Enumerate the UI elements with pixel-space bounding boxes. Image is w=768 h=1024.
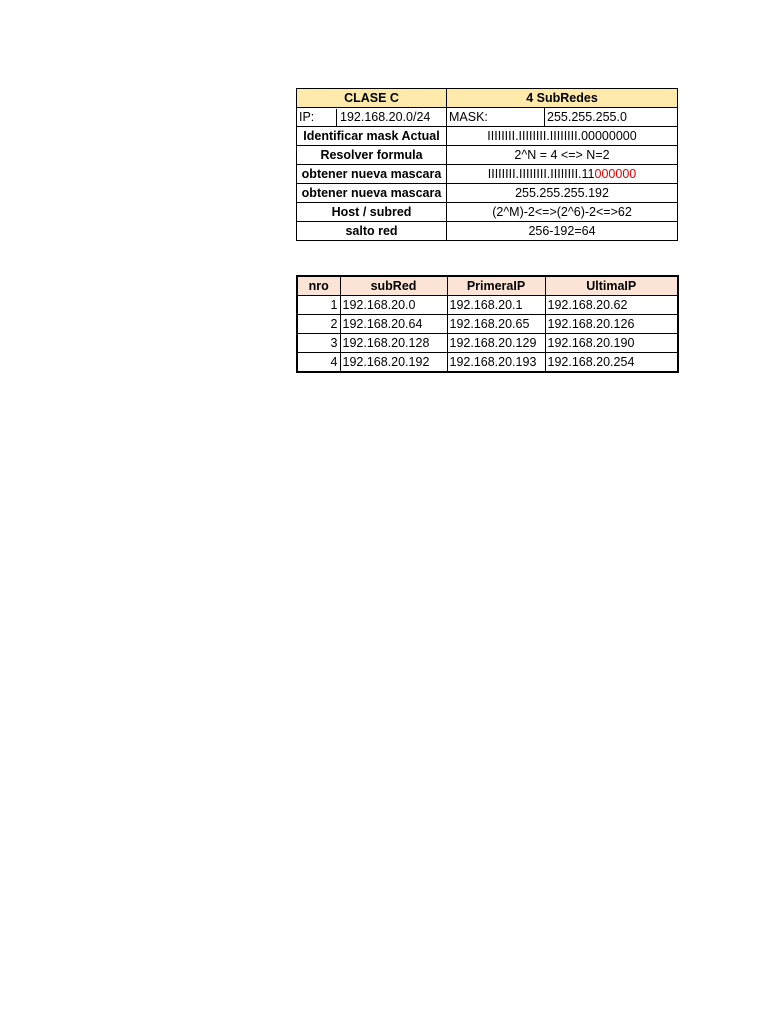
row-ultimaip: 192.168.20.190: [545, 334, 678, 353]
table-row: [297, 296, 678, 315]
row-ultimaip: 192.168.20.254: [545, 353, 678, 373]
ip-value: 192.168.20.0/24: [340, 109, 431, 124]
row-nro: 2: [297, 315, 340, 334]
calc-row-value: 2^N = 4 <=> N=2: [447, 146, 678, 165]
calc-row-label: Identificar mask Actual: [297, 127, 447, 146]
row-subred: 192.168.20.128: [340, 334, 447, 353]
table-row: [297, 334, 678, 353]
table-row: [297, 353, 678, 373]
mask-value: 255.255.255.0: [545, 108, 678, 127]
col-header-ultimaip: UltimaIP: [545, 276, 678, 296]
calc-row-label: Resolver formula: [297, 146, 447, 165]
row-subred: 192.168.20.64: [340, 315, 447, 334]
calc-row-label: Host / subred: [297, 203, 447, 222]
subnet-calculation-table: [296, 88, 678, 241]
row-primeraip: 192.168.20.129: [447, 334, 545, 353]
col-header-primeraip: PrimeraIP: [447, 276, 545, 296]
calc-row: [297, 146, 678, 165]
row-subred: 192.168.20.0: [340, 296, 447, 315]
calc-row: [297, 165, 678, 184]
calc-row: [297, 127, 678, 146]
subnet-ranges-table: [296, 275, 679, 373]
row-nro: 1: [297, 296, 340, 315]
ranges-header-row: [297, 276, 678, 296]
calc-header-row: [297, 89, 678, 108]
mask-bits-host: 000000: [594, 166, 637, 181]
subnets-header: 4 SubRedes: [447, 89, 678, 108]
calc-row-value: (2^M)-2<=>(2^6)-2<=>62: [447, 203, 678, 222]
mask-bits-fixed: IIIIIIII.IIIIIIII.IIIIIIII.11: [487, 166, 595, 181]
calc-row-label: obtener nueva mascara: [297, 184, 447, 203]
mask-label: MASK:: [447, 108, 545, 127]
calc-row-label: obtener nueva mascara: [297, 165, 447, 184]
ip-row: [297, 108, 678, 127]
calc-row: [297, 222, 678, 241]
table-row: [297, 315, 678, 334]
calc-row: [297, 203, 678, 222]
row-primeraip: 192.168.20.1: [447, 296, 545, 315]
row-subred: 192.168.20.192: [340, 353, 447, 373]
row-nro: 3: [297, 334, 340, 353]
ip-label: IP:: [297, 109, 337, 126]
calc-row-value: 255.255.255.192: [447, 184, 678, 203]
col-header-nro: nro: [297, 276, 340, 296]
row-nro: 4: [297, 353, 340, 373]
calc-row-value: 256-192=64: [447, 222, 678, 241]
row-primeraip: 192.168.20.65: [447, 315, 545, 334]
row-ultimaip: 192.168.20.126: [545, 315, 678, 334]
ip-row-cell: [297, 108, 447, 127]
row-primeraip: 192.168.20.193: [447, 353, 545, 373]
class-header: CLASE C: [297, 89, 447, 108]
col-header-subred: subRed: [340, 276, 447, 296]
calc-row-label: salto red: [297, 222, 447, 241]
calc-row: [297, 184, 678, 203]
row-ultimaip: 192.168.20.62: [545, 296, 678, 315]
calc-row-value: IIIIIIII.IIIIIIII.IIIIIIII.00000000: [447, 127, 678, 146]
calc-row-value: [447, 165, 678, 184]
